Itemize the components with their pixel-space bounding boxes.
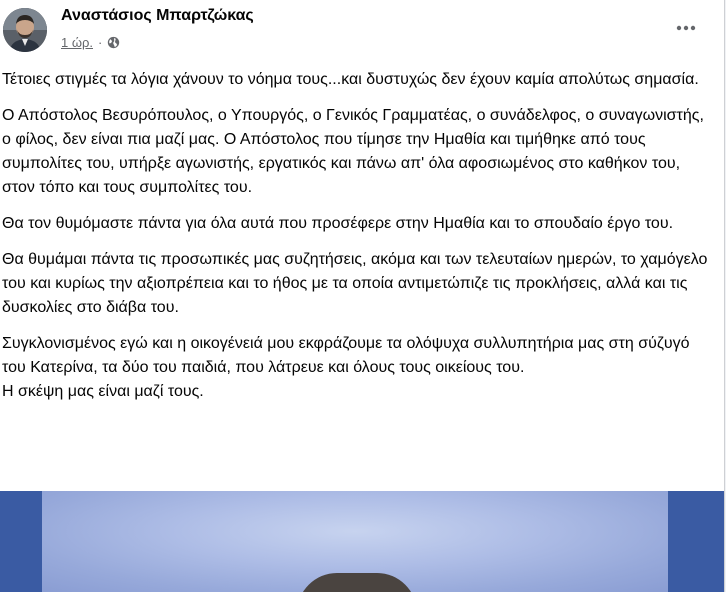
photo-person-head — [297, 573, 417, 592]
post-paragraph: Θα θυμάμαι πάντα τις προσωπικές μας συζητήσεις, ακόμα και των τελευταίων ημερών, το χαμόγελο του και κυρίως την αξιοπρέπεια και το ήθος με τα οποία αντιμετώπιζε τις προκλήσεις, αλλά και τις δυσκολίες στο διάβα του. — [2, 251, 708, 316]
post-meta — [61, 35, 120, 50]
author-avatar[interactable] — [3, 8, 47, 52]
avatar-portrait-icon — [3, 8, 47, 52]
photo-backdrop — [42, 491, 668, 592]
post-timestamp[interactable]: 1 ώρ. — [61, 35, 93, 50]
post-paragraph: Θα τον θυμόμαστε πάντα για όλα αυτά που προσέφερε στην Ημαθία και το σπουδαίο έργο του. — [2, 215, 674, 232]
more-options-icon — [676, 25, 696, 31]
more-options-button[interactable] — [670, 14, 702, 42]
author-name[interactable]: Αναστάσιος Μπαρτζώκας — [61, 7, 254, 24]
post-header — [0, 0, 724, 64]
globe-icon[interactable] — [107, 36, 120, 49]
post-closing-line: Η σκέψη μας είναι μαζί τους. — [2, 383, 204, 400]
post-paragraph: Ο Απόστολος Βεσυρόπουλος, ο Υπουργός, ο Γενικός Γραμματέας, ο συνάδελφος, ο συναγωνιστής, ο φίλος, δεν είναι πια μαζί μας. Ο Απόστολος που τίμησε την Ημαθία και τιμήθηκε από τους συμπολίτες του, υπήρξε αγωνιστής, εργατικός και πάνω απ' όλα αφοσιωμένος στο καθήκον του, στον τόπο και τους συμπολίτες του. — [2, 107, 704, 196]
post-paragraph: Συγκλονισμένος εγώ και η οικογένειά μου εκφράζουμε τα ολόψυχα συλλυπητήρια μας στη σύζυγό του Κατερίνα, τα δύο του παιδιά, που λάτρευε και όλους τους οικείους του. — [2, 335, 690, 376]
post-paragraph: Τέτοιες στιγμές τα λόγια χάνουν το νόημα τους...και δυστυχώς δεν έχουν καμία απολύτως σημασία. — [2, 71, 699, 88]
post-photo[interactable] — [0, 491, 724, 592]
meta-separator: · — [98, 35, 103, 50]
post-body — [2, 68, 714, 404]
